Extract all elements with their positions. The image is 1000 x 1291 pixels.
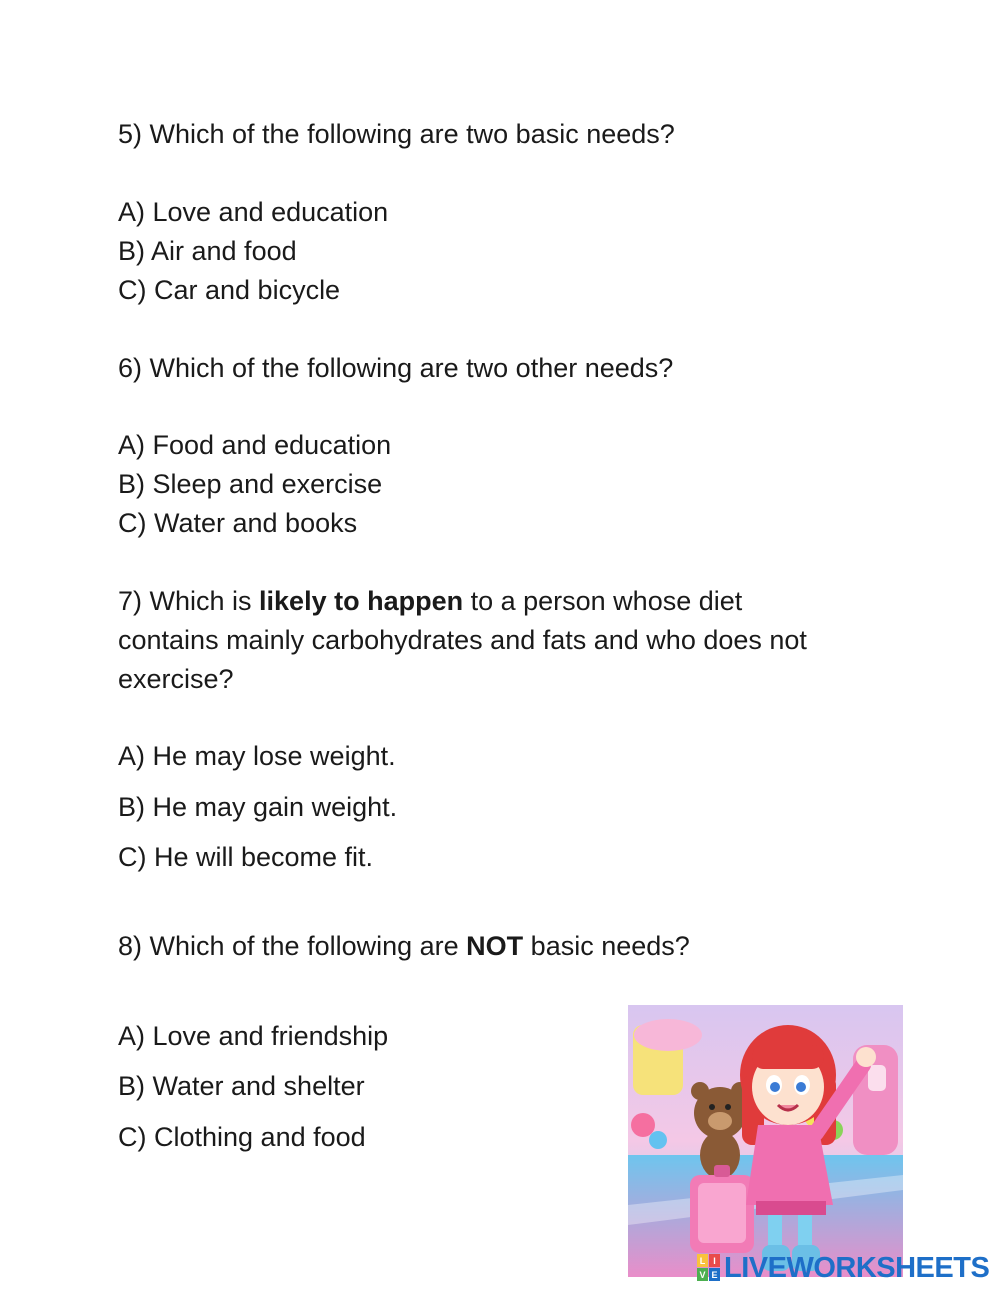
question-8-prompt [118,927,690,966]
question-8-option-c[interactable]: C) Clothing and food [118,1122,366,1152]
question-6-option-b[interactable]: B) Sleep and exercise [118,469,383,499]
liveworksheets-wordmark: LIVEWORKSHEETS [724,1252,990,1284]
question-8-option-a[interactable]: A) Love and friendship [118,1021,389,1051]
question-7-prompt-line-2: contains mainly carbohydrates and fats and who does not [118,625,807,655]
question-7-option-a[interactable]: A) He may lose weight. [118,741,396,771]
logo-letter-i: I [713,1256,716,1266]
question-8-prompt-end: basic needs? [523,931,690,961]
logo-letter-e: E [711,1270,718,1280]
logo-letter-l: L [699,1256,706,1266]
liveworksheets-watermark [696,1252,989,1284]
question-8-option-b[interactable]: B) Water and shelter [118,1071,365,1101]
question-7-prompt-line-1 [118,582,742,621]
cartoon-girl-illustration [628,1005,903,1277]
question-6-option-c[interactable]: C) Water and books [118,508,358,538]
question-7-prompt-end: to a person whose diet [463,586,743,616]
question-6-option-a[interactable]: A) Food and education [118,430,392,460]
question-5-option-b[interactable]: B) Air and food [118,236,297,266]
question-6-prompt: 6) Which of the following are two other needs? [118,353,674,383]
question-7-option-b[interactable]: B) He may gain weight. [118,792,398,822]
question-7-prompt-emphasis: likely to happen [259,586,464,616]
logo-letter-v: V [699,1270,706,1280]
question-7-prompt-start: 7) Which is [118,586,260,616]
question-7-prompt-line-3: exercise? [118,664,234,694]
question-5-option-a[interactable]: A) Love and education [118,197,389,227]
question-5-option-c[interactable]: C) Car and bicycle [118,275,341,305]
question-5-prompt: 5) Which of the following are two basic needs? [118,119,675,149]
question-7-option-c[interactable]: C) He will become fit. [118,842,374,872]
liveworksheets-logo-icon [696,1253,722,1283]
question-8-prompt-start: 8) Which of the following are [118,931,467,961]
question-8-prompt-emphasis: NOT [466,931,524,961]
